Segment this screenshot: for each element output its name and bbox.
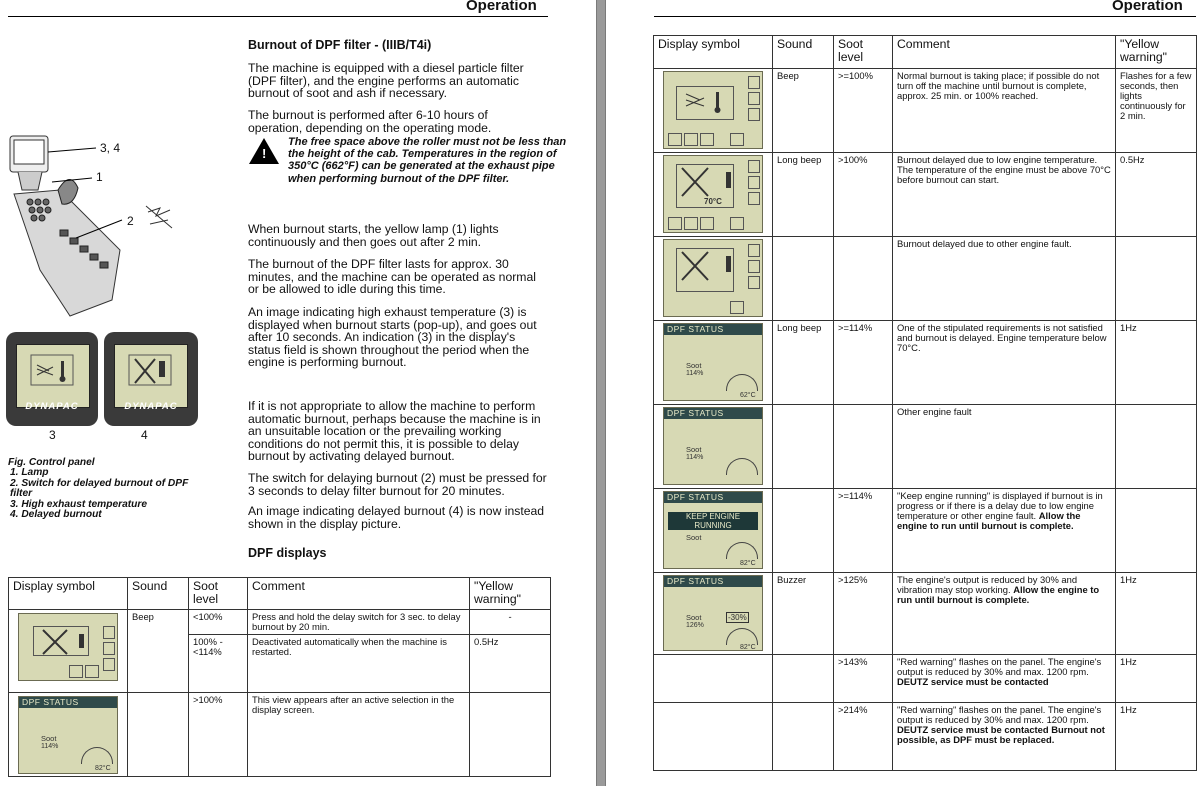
- yellow-cell: [470, 693, 551, 777]
- comment-cell: Press and hold the delay switch for 3 sec. to delay burnout by 20 min.: [248, 610, 470, 635]
- status-bar: DPF STATUS: [664, 324, 762, 335]
- table-row: [654, 655, 1197, 703]
- comment-cell: [893, 573, 1116, 655]
- lcd-keep-running: [663, 491, 763, 569]
- col-header: Display symbol: [654, 36, 773, 69]
- comment-emphasis: Allow the engine to run until burnout is complete.: [897, 510, 1081, 531]
- col-header: "Yellow warning": [1116, 36, 1197, 69]
- control-panel-drawing: [0, 130, 240, 330]
- comment-cell: Other engine fault: [893, 405, 1116, 489]
- table-row: [654, 405, 1197, 489]
- temp-value: 82°C: [740, 644, 756, 651]
- display-symbol-cell: [654, 573, 773, 655]
- sound-cell: [773, 405, 834, 489]
- caption-title: Fig. Control panel: [8, 457, 95, 468]
- gauge-icon: [726, 458, 758, 475]
- comment-text: "Keep engine running" is displayed if burnout is in progress or if there is a delay due to low engine temperature or other engine fault.: [897, 490, 1103, 521]
- display-symbol-cell: [654, 153, 773, 237]
- display-symbol-cell: [654, 321, 773, 405]
- yellow-cell: [1116, 489, 1197, 573]
- header-rule-left: [8, 16, 548, 17]
- sound-cell: Long beep: [773, 321, 834, 405]
- col-header: Sound: [773, 36, 834, 69]
- gauge-icon: [726, 542, 758, 559]
- caption-item: 3. High exhaust temperature: [10, 498, 148, 510]
- soot-value: 114%: [41, 743, 59, 750]
- comment-cell: Burnout delayed due to low engine temperature. The temperature of the engine must be above 70°C before burnout can start.: [893, 153, 1116, 237]
- soot-value: 126%: [686, 622, 704, 629]
- soot-label: Soot: [686, 613, 702, 622]
- soot-value: 114%: [686, 454, 704, 461]
- display-symbol-cell: [654, 489, 773, 573]
- lcd-low-temp: [663, 155, 763, 233]
- output-reduction-badge: -30%: [728, 613, 747, 622]
- sound-cell: [773, 237, 834, 321]
- col-header: "Yellow warning": [470, 578, 551, 610]
- keep-engine-running-banner: KEEP ENGINE RUNNING: [668, 512, 758, 530]
- col-header: Sound: [128, 578, 189, 610]
- yellow-cell: 1Hz: [1116, 655, 1197, 703]
- comment-emphasis: DEUTZ service must be contacted Burnout not possible, as DPF must be replaced.: [897, 724, 1105, 745]
- header-right: Operation: [1112, 0, 1183, 14]
- paragraph: The burnout of the DPF filter lasts for approx. 30 minutes, and the machine can be operated as normal or be allowed to idle during this time.: [248, 257, 536, 296]
- soot-label: Soot: [41, 734, 57, 743]
- sound-cell: Beep: [773, 69, 834, 153]
- temp-value: 70°C: [704, 197, 722, 206]
- col-header: Soot level: [189, 578, 248, 610]
- display-symbol-cell: [654, 703, 773, 771]
- sound-cell: Buzzer: [773, 573, 834, 655]
- paragraph: If it is not appropriate to allow the machine to perform automatic burnout, perhaps because the machine is in an unsuitable location or the prevailing working conditions do not permit this, it is possible to delay burnout by activating delayed burnout.: [248, 399, 541, 463]
- soot-cell: 100% - <114%: [189, 635, 248, 693]
- sound-cell: Beep: [128, 610, 189, 693]
- comment-cell: This view appears after an active selection in the display screen.: [248, 693, 470, 777]
- status-bar: DPF STATUS: [664, 492, 762, 503]
- yellow-cell: 1Hz: [1116, 703, 1197, 771]
- lcd-dpf-status: [663, 323, 763, 401]
- figure-caption: [8, 458, 196, 520]
- soot-cell: >=100%: [834, 69, 893, 153]
- status-bar: DPF STATUS: [664, 576, 762, 587]
- subheading: DPF displays: [248, 546, 327, 560]
- comment-cell: [893, 489, 1116, 573]
- display-symbol-cell: [9, 693, 128, 777]
- table-row: [654, 153, 1197, 237]
- yellow-cell: [1116, 237, 1197, 321]
- table-row: [9, 693, 551, 777]
- exhaust-temperature-icon: [17, 345, 89, 407]
- figure-label: 2: [127, 214, 134, 228]
- soot-value: 114%: [686, 370, 704, 377]
- brand-logo: DYNAPAC: [25, 401, 79, 412]
- display-symbol-cell: [654, 655, 773, 703]
- soot-label: Soot: [686, 445, 702, 454]
- soot-cell: >100%: [834, 153, 893, 237]
- paragraph: The burnout is performed after 6-10 hours of operation, depending on the operating mode.: [248, 108, 492, 135]
- display-symbol-cell: [654, 69, 773, 153]
- comment-cell: One of the stipulated requirements is not satisfied and burnout is delayed. Engine temperature below 70°C.: [893, 321, 1116, 405]
- soot-cell: >214%: [834, 703, 893, 771]
- display-symbol-cell: [654, 237, 773, 321]
- soot-cell: >143%: [834, 655, 893, 703]
- lcd-dpf-status: [18, 696, 118, 774]
- brand-logo: DYNAPAC: [124, 401, 178, 412]
- table-row: [654, 703, 1197, 771]
- comment-cell: Burnout delayed due to other engine fault.: [893, 237, 1116, 321]
- header-left: Operation: [466, 0, 537, 14]
- table-row: [654, 573, 1197, 655]
- soot-cell: >100%: [189, 693, 248, 777]
- control-panel-figure: [0, 130, 240, 450]
- soot-cell: [834, 405, 893, 489]
- caption-item: 2. Switch for delayed burnout of DPF filter: [10, 477, 189, 500]
- yellow-cell: 0.5Hz: [470, 635, 551, 693]
- gauge-icon: [726, 628, 758, 645]
- lcd-engine-fault: [663, 239, 763, 317]
- header-rule-right: [654, 16, 1196, 17]
- soot-label: Soot: [686, 361, 702, 370]
- sound-cell: [773, 489, 834, 573]
- display-symbol-cell: [9, 610, 128, 693]
- table-row: [9, 610, 551, 635]
- comment-text: The engine's output is reduced by 30% and vibration may stop working.: [897, 574, 1078, 595]
- comment-text: "Red warning" flashes on the panel. The engine's output is reduced by 30% and max. 1200 rpm.: [897, 656, 1102, 677]
- soot-cell: >=114%: [834, 321, 893, 405]
- sound-cell: [128, 693, 189, 777]
- temp-value: 62°C: [740, 392, 756, 399]
- yellow-cell: 0.5Hz: [1116, 153, 1197, 237]
- table-row: [654, 237, 1197, 321]
- table-row: [654, 321, 1197, 405]
- figure-label: 3, 4: [100, 141, 121, 155]
- sound-cell: [773, 703, 834, 771]
- display-device-3: [6, 332, 98, 426]
- figure-label: 1: [96, 170, 103, 184]
- left-page: Operation Burnout of DPF filter - (IIIB/T4i) The machine is equipped with a diesel particle filter (DPF filter), and the engine performs an automatic burnout of soot and ash if necessary. The burnout is performed after 6-10 hours of operation, depending on the operating mode. ! The free space above the roller must not be less than the height of the cab. Temperatures in the region of 350°C (662°F) can be generated at the exhaust pipe when performing burnout of the DPF filter. When burnout starts, the yellow lamp (1) lights continuously and then goes out after 2 min. The burnout of the DPF filter lasts for approx. 30 minutes, and the machine can be operated as normal or be allowed to idle during this time. An image indicating high exhaust temperature (3) is displayed when burnout starts (pop-up), and goes out after 10 seconds. An indication (3) in the display's status field is shown throughout the period when the engine is performing burnout. If it is not appropriate to allow the machine to perform automatic burnout, perhaps because the machine is in an unsuitable location or the prevailing working conditions do not permit this, it is possible to delay burnout by activating delayed burnout. The switch for delaying burnout (2) must be pressed for 3 seconds to delay filter burnout for 20 minutes. An image indicating delayed burnout (4) is now instead shown in the display picture. DPF displays 3, 4 1 2 DYNAPAC DYNAPAC 3 4 Fig. Control panel 1. Lamp 2. Switch for delayed burnout of DPF filter 3. High exhaust temperature 4. Delayed burnout Display symbol Sound Soot level Comment "Yellow warning" Beep <100% Press and hold the delay switch for 3 sec. to delay burnout by 20 min. - 100% - <114% Deactivated automatically when the machine is restarted. 0.5Hz DPF STATUS Soot 114% 82°C >100% This view appears after an active selection in the display screen.: [0, 0, 596, 786]
- status-bar: DPF STATUS: [19, 697, 117, 708]
- gauge-icon: [726, 374, 758, 391]
- lcd-output-reduced: [663, 575, 763, 651]
- lcd-delayed-burnout: [18, 613, 118, 681]
- figure-label: 3: [49, 428, 56, 442]
- yellow-cell: 1Hz: [1116, 321, 1197, 405]
- comment-emphasis: Allow the engine to run until burnout is complete.: [897, 584, 1100, 605]
- lcd-dpf-status: [663, 407, 763, 485]
- comment-cell: Normal burnout is taking place; if possible do not turn off the machine until burnout is complete, approx. 25 min. or 100% reached.: [893, 69, 1116, 153]
- paragraph: The switch for delaying burnout (2) must be pressed for 3 seconds to delay filter burnout for 20 minutes.: [248, 471, 547, 498]
- comment-emphasis: DEUTZ service must be contacted: [897, 676, 1049, 687]
- comment-cell: [893, 703, 1116, 771]
- soot-cell: [834, 237, 893, 321]
- yellow-cell: 1Hz: [1116, 573, 1197, 655]
- display-symbol-cell: [654, 405, 773, 489]
- table-row: [654, 489, 1197, 573]
- delayed-burnout-icon: [115, 345, 187, 407]
- soot-label: Soot: [686, 533, 702, 542]
- soot-cell: <100%: [189, 610, 248, 635]
- lcd-burnout-active: [663, 71, 763, 149]
- display-screen: [114, 344, 188, 408]
- soot-cell: >=114%: [834, 489, 893, 573]
- comment-cell: Deactivated automatically when the machine is restarted.: [248, 635, 470, 693]
- comment-text: "Red warning" flashes on the panel. The engine's output is reduced by 30% and max. 1200 rpm.: [897, 704, 1102, 725]
- comment-cell: [893, 655, 1116, 703]
- section-heading: Burnout of DPF filter - (IIIB/T4i): [248, 38, 432, 52]
- temp-value: 82°C: [740, 560, 756, 567]
- warning-text: The free space above the roller must not be less than the height of the cab. Temperatures in the region of 350°C (662°F) can be generated at the exhaust pipe when performing burnout of the DPF filter.: [288, 136, 567, 185]
- sound-cell: Long beep: [773, 153, 834, 237]
- yellow-cell: -: [470, 610, 551, 635]
- page-gutter: [596, 0, 606, 786]
- dpf-display-table-left: [8, 577, 551, 777]
- yellow-cell: Flashes for a few seconds, then lights continuously for 2 min.: [1116, 69, 1197, 153]
- gauge-icon: [81, 747, 113, 764]
- caption-item: 4. Delayed burnout: [10, 509, 102, 521]
- paragraph: The machine is equipped with a diesel particle filter (DPF filter), and the engine performs an automatic burnout of soot and ash if necessary.: [248, 61, 524, 100]
- yellow-cell: [1116, 405, 1197, 489]
- paragraph: When burnout starts, the yellow lamp (1) lights continuously and then goes out after 2 min.: [248, 222, 499, 249]
- col-header: Comment: [248, 578, 470, 610]
- display-device-4: [104, 332, 198, 426]
- dpf-display-table-right: [653, 35, 1197, 771]
- soot-cell: >125%: [834, 573, 893, 655]
- col-header: Display symbol: [9, 578, 128, 610]
- col-header: Comment: [893, 36, 1116, 69]
- caption-item: 1. Lamp: [10, 467, 49, 479]
- right-page: [606, 0, 1204, 786]
- col-header: Soot level: [834, 36, 893, 69]
- paragraph: An image indicating high exhaust temperature (3) is displayed when burnout starts (pop-up), and goes out after 10 seconds. An indication (3) in the display's status field is shown throughout the period when the engine is performing burnout.: [248, 305, 537, 369]
- sound-cell: [773, 655, 834, 703]
- status-bar: DPF STATUS: [664, 408, 762, 419]
- display-screen: [16, 344, 90, 408]
- temp-value: 82°C: [95, 765, 111, 772]
- table-row: [654, 69, 1197, 153]
- figure-label: 4: [141, 428, 148, 442]
- paragraph: An image indicating delayed burnout (4) is now instead shown in the display picture.: [248, 504, 545, 531]
